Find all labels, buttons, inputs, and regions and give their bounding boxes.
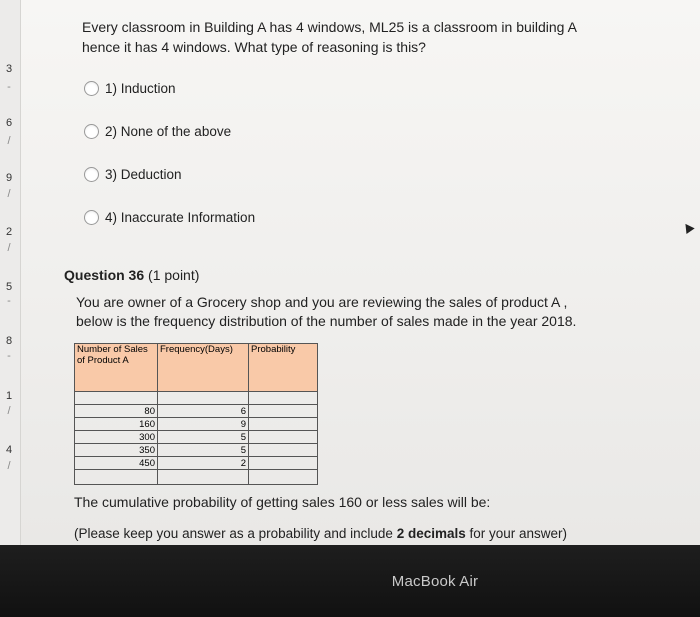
- question-36-prompt: The cumulative probability of getting sales 160 or less sales will be:: [74, 494, 491, 510]
- nav-mark: /: [7, 460, 11, 472]
- answer-option-label: 2) None of the above: [105, 124, 232, 139]
- answer-option-4[interactable]: [84, 210, 255, 225]
- instruction-suffix: for your answer): [465, 526, 568, 541]
- radio-button[interactable]: [84, 210, 99, 225]
- probability-cell: [249, 405, 318, 418]
- nav-question-2[interactable]: 2: [5, 226, 13, 238]
- sales-cell: 450: [75, 457, 158, 470]
- radio-button[interactable]: [84, 124, 99, 139]
- table-row: [75, 405, 318, 418]
- table-row: [75, 444, 318, 457]
- question-nav-sidebar: [0, 0, 21, 545]
- nav-question-6[interactable]: 6: [5, 117, 13, 129]
- nav-mark: -: [7, 81, 11, 93]
- frequency-cell: 5: [158, 444, 249, 457]
- sales-cell: 300: [75, 431, 158, 444]
- nav-question-5[interactable]: 5: [5, 281, 13, 293]
- radio-button[interactable]: [84, 167, 99, 182]
- nav-question-4[interactable]: 4: [5, 444, 13, 456]
- table-total-row: [75, 470, 318, 485]
- table-spacer-row: [75, 392, 318, 405]
- table-row: [75, 457, 318, 470]
- table-header-row: [75, 344, 318, 392]
- nav-question-9[interactable]: 9: [5, 172, 13, 184]
- nav-question-3[interactable]: 3: [5, 63, 13, 75]
- nav-mark: /: [7, 188, 11, 200]
- column-header-frequency: Frequency(Days): [158, 344, 249, 392]
- sales-cell: 160: [75, 418, 158, 431]
- nav-mark: /: [7, 135, 11, 147]
- nav-mark: -: [7, 295, 11, 307]
- column-header-sales: Number of Sales of Product A: [75, 344, 158, 392]
- question-35-text-line2: hence it has 4 windows. What type of reasoning is this?: [82, 39, 426, 55]
- nav-mark: /: [7, 405, 11, 417]
- question-36-text-line2: below is the frequency distribution of the number of sales made in the year 2018.: [76, 313, 577, 329]
- table-row: [75, 418, 318, 431]
- frequency-cell: 9: [158, 418, 249, 431]
- question-36-text-line1: You are owner of a Grocery shop and you are reviewing the sales of product A ,: [76, 294, 568, 310]
- probability-cell: [249, 431, 318, 444]
- probability-cell: [249, 418, 318, 431]
- nav-mark: -: [7, 350, 11, 362]
- sales-cell: 350: [75, 444, 158, 457]
- nav-question-8[interactable]: 8: [5, 335, 13, 347]
- question-35-text-line1: Every classroom in Building A has 4 windows, ML25 is a classroom in building A: [82, 19, 577, 35]
- answer-option-label: 1) Induction: [105, 81, 176, 96]
- answer-option-2[interactable]: [84, 124, 231, 139]
- frequency-cell: 2: [158, 457, 249, 470]
- frequency-cell: 5: [158, 431, 249, 444]
- frequency-distribution-table: [74, 343, 318, 485]
- nav-mark: /: [7, 242, 11, 254]
- radio-button[interactable]: [84, 81, 99, 96]
- instruction-prefix: (Please keep you answer as a probability and include: [74, 526, 397, 541]
- frequency-cell: 6: [158, 405, 249, 418]
- answer-option-3[interactable]: [84, 167, 182, 182]
- device-brand-label: MacBook Air: [391, 573, 479, 590]
- nav-question-1[interactable]: 1: [5, 390, 13, 402]
- mouse-cursor-icon: [681, 221, 694, 234]
- probability-cell: [249, 457, 318, 470]
- question-36-title: [64, 267, 199, 283]
- question-points: (1 point): [148, 267, 200, 283]
- answer-option-label: 3) Deduction: [105, 167, 182, 182]
- table-row: [75, 431, 318, 444]
- answer-option-1[interactable]: [84, 81, 176, 96]
- probability-cell: [249, 444, 318, 457]
- column-header-probability: Probability: [249, 344, 318, 392]
- answer-option-label: 4) Inaccurate Information: [105, 210, 256, 225]
- sales-cell: 80: [75, 405, 158, 418]
- instruction-bold: 2 decimals: [396, 526, 466, 541]
- question-36-instruction: [74, 524, 567, 544]
- question-number: Question 36: [64, 267, 145, 283]
